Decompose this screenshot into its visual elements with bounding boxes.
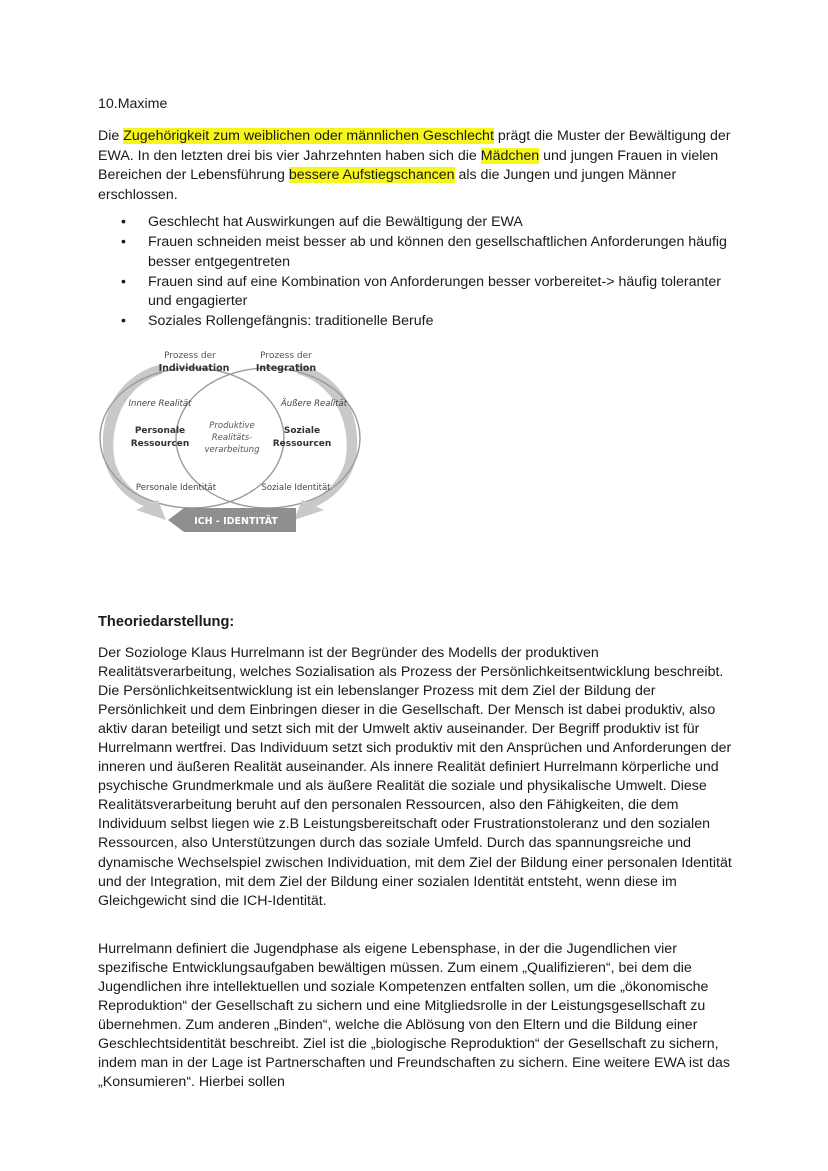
intro-text: prägt die Muster der Bewältigung der EWA. In den letzten drei bis vier Jahrzehnten haben sich die [98,128,731,164]
bullet-item: • Frauen schneiden meist besser ab und können den gesellschaftlichen Anforderungen häufig besser entgegentreten [98,233,738,272]
bullet-list [98,213,738,332]
diagram-label: Prozess der [260,351,312,361]
theorie-paragraph-2: Hurrelmann definiert die Jugendphase als eigene Lebensphase, in der die Jugendlichen vier spezifische Entwicklungsaufgaben bewältigen müssen. Zum einem „Qualifizieren“, bei dem die Jugendlichen ihre intellektuellen und soziale Kompetenzen entfalten sollen, um die „ökonomische Reproduktion“ der Gesellschaft zu sichern und eine Mitgliedsrolle in der Leistungsgesellschaft zu übernehmen. Zum anderen „Binden“, welche die Ablösung von den Eltern und die Bildung einer Geschlechtsidentität beschreibt. Ziel ist die „biologische Reproduktion“ der Gesellschaft zu sichern, indem man in der Lage ist Partnerschaften und Freundschaften zu sichern. Eine weitere EWA ist das „Konsumieren“. Hierbei sollen [98,941,730,1091]
diagram-label: Integration [255,363,317,374]
intro-paragraph [98,127,738,205]
diagram-label: Soziale [283,426,321,436]
diagram-label: verarbeitung [204,445,260,455]
highlight-aufstiegschancen: bessere Aufstiegschancen [288,167,455,183]
highlight-maedchen: Mädchen [480,147,540,164]
intro-text: Die [98,128,124,144]
diagram-label: Äußere Realität [280,399,348,409]
diagram-banner-label: ICH - IDENTITÄT [194,516,278,527]
diagram-label: Soziale Identität [261,483,331,493]
theorie-heading: Theoriedarstellung: [98,614,235,630]
diagram-label: Individuation [158,363,230,374]
diagram-label: Ressourcen [272,439,332,449]
diagram-label: Innere Realität [128,399,192,409]
bullet-item: • Frauen sind auf eine Kombination von Anforderungen besser vorbereitet-> häufig toleranter und engagierter [98,273,738,312]
diagram-label: Realitäts- [211,433,253,443]
diagram-label: Personale Identität [135,483,217,493]
diagram-label: Personale [134,426,186,436]
diagram-label: Ressourcen [130,439,190,449]
diagram-label: Produktive [209,421,255,431]
intro-text: als die Jungen und jungen Männer erschlossen. [98,167,677,203]
theorie-paragraph-1: Der Soziologe Klaus Hurrelmann ist der Begründer des Modells der produktiven Realitätsverarbeitung, welches Sozialisation als Prozess der Persönlichkeitsentwicklung beschreibt. Die Persönlichkeitsentwicklung ist ein lebenslanger Prozess mit dem Ziel der Bildung der Persönlichkeit und dem Einbringen dieser in die Gesellschaft. Der Mensch ist dabei produktiv, also aktiv daran beteiligt und setzt sich mit der Umwelt aktiv auseinander. Der Begriff produktiv ist für Hurrelmann wertfrei. Das Individuum setzt sich produktiv mit den Ansprüchen und Anforderungen der inneren und äußeren Realität auseinander. Als innere Realität definiert Hurrelmann körperliche und psychische Grundmerkmale und als äußere Realität die soziale und physikalische Umwelt. Diese Realitätsverarbeitung beruht auf den personalen Ressourcen, also den Fähigkeiten, die dem Individuum selbst liegen wie z.B Leistungsbereitschaft oder Frustrationstoleranz und den sozialen Ressourcen, also Unterstützungen durch das soziale Umfeld. Durch das spannungsreiche und dynamische Wechselspiel zwischen Individuation, mit dem Ziel der Bildung einer personalen Identität und der Integration, mit dem Ziel der Bildung einer sozialen Identität entsteht, wenn diese im Gleichgewicht sind die ICH-Identität. [98,645,732,909]
bullet-item: • Soziales Rollengefängnis: traditionelle Berufe [98,312,738,332]
hurrelmann-model-diagram [96,340,364,540]
highlight-geschlecht: Zugehörigkeit zum weiblichen oder männlichen Geschlecht [123,128,494,144]
intro-text: und jungen Frauen in vielen Bereichen der Lebensführung [98,147,719,183]
section-heading: 10.Maxime [98,96,168,112]
bullet-item: • Geschlecht hat Auswirkungen auf die Bewältigung der EWA [98,213,738,233]
diagram-label: Prozess der [164,351,216,361]
